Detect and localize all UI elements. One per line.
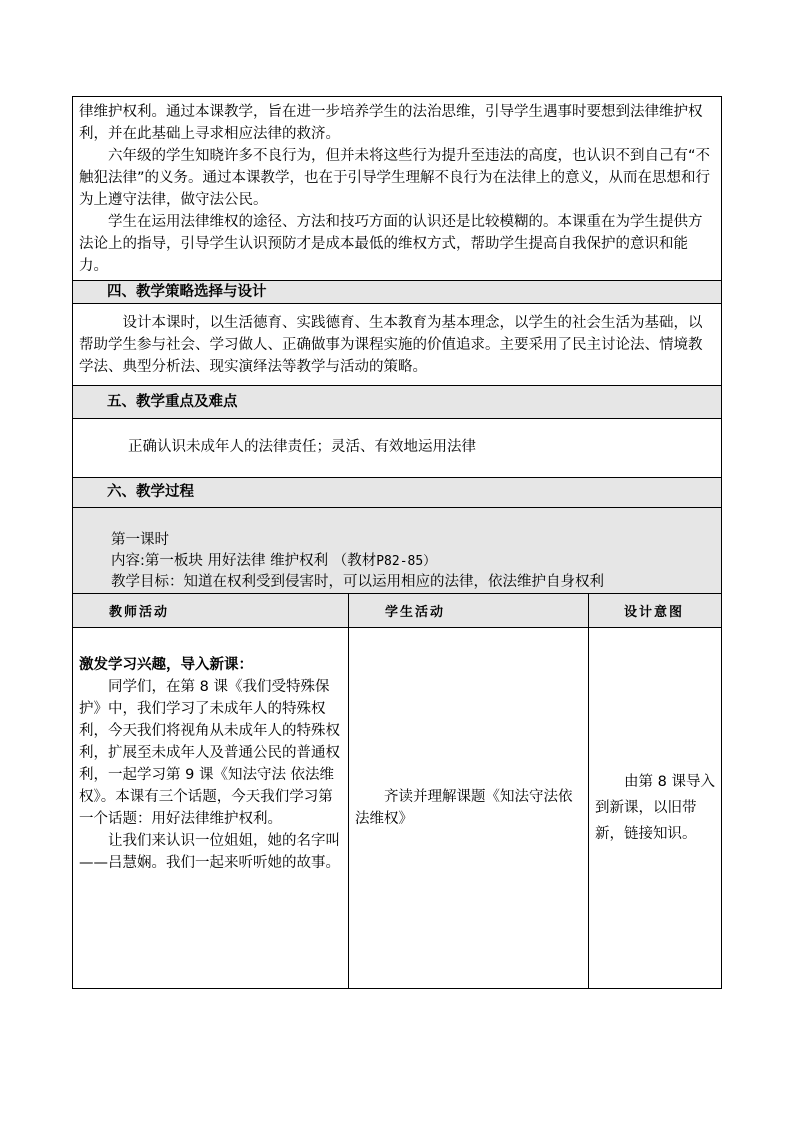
analysis-paragraph-3: 学生在运用法律维权的途径、方法和技巧方面的认识还是比较模糊的。本课重在为学生提供方法论上的指导，引导学生认识预防才是成本最低的维权方式，帮助学生提高自我保护的意识和能力。 — [79, 214, 703, 274]
design-intent-text: 由第 8 课导入到新课，以旧带新，链接知识。 — [595, 774, 715, 842]
learner-analysis-row — [73, 97, 722, 281]
column-header-teacher: 教师活动 — [73, 594, 349, 628]
student-activity-text: 齐读并理解课题《知法守法依法维权》 — [355, 789, 573, 827]
section-5-header-row — [73, 386, 722, 419]
lesson-period: 第一课时 — [111, 532, 169, 548]
section-4-header-row — [73, 281, 722, 304]
column-header-intent: 设计意图 — [589, 594, 722, 628]
lesson-content-prefix: 内容:第一板块 用好法律 维护权利 （教材 — [111, 553, 377, 569]
lesson-content-pages: P82-85） — [376, 554, 437, 569]
column-header-student: 学生活动 — [349, 594, 589, 628]
design-intent-cell — [589, 628, 722, 989]
teacher-activity-heading: 激发学习兴趣，导入新课： — [79, 657, 253, 673]
activity-header-row — [73, 594, 722, 628]
teacher-activity-cell — [73, 628, 349, 989]
section-4-body: 设计本课时，以生活德育、实践德育、生本教育为基本理念，以学生的社会生活为基础，以帮助学生参与社会、学习做人、正确做事为课程实施的价值追求。主要采用了民主讨论法、情境教学法、典型分析法、现实演绎法等教学与活动的策略。 — [79, 315, 703, 375]
learner-analysis-cell — [73, 97, 722, 281]
lesson-plan-page — [72, 96, 721, 989]
teacher-activity-paragraph-2: 让我们来认识一位姐姐，她的名字叫——吕慧娴。我们一起来听听她的故事。 — [79, 833, 340, 871]
section-6-title: 六、教学过程 — [73, 478, 722, 508]
section-4-body-row — [73, 304, 722, 386]
section-5-body: 正确认识未成年人的法律责任；灵活、有效地运用法律 — [128, 439, 476, 455]
lesson-goal: 教学目标：知道在权利受到侵害时，可以运用相应的法律，依法维护自身权利 — [111, 574, 604, 590]
section-6-intro-row — [73, 508, 722, 594]
lesson-plan-table — [72, 96, 722, 989]
student-activity-cell — [349, 628, 589, 989]
activity-row — [73, 628, 722, 989]
analysis-paragraph-1: 律维护权利。通过本课教学，旨在进一步培养学生的法治思维，引导学生遇事时要想到法律维护权利，并在此基础上寻求相应法律的救济。 — [79, 104, 703, 142]
section-5-title: 五、教学重点及难点 — [73, 386, 722, 419]
section-6-header-row — [73, 478, 722, 508]
analysis-paragraph-2: 六年级的学生知晓许多不良行为，但并未将这些行为提升至违法的高度，也认识不到自己有“不触犯法律”的义务。通过本课教学，也在于引导学生理解不良行为在法律上的意义，从而在思想和行为上遵守法律，做守法公民。 — [79, 148, 711, 208]
section-5-body-row — [73, 419, 722, 478]
teacher-activity-paragraph-1: 同学们，在第 8 课《我们受特殊保护》中，我们学习了未成年人的特殊权利，今天我们将视角从未成年人的特殊权利，扩展至未成年人及普通公民的普通权利，一起学习第 9 课《知法守法 依法维权》。本课有三个话题，今天我们学习第一个话题：用好法律维护权利。 — [79, 679, 340, 827]
section-4-title: 四、教学策略选择与设计 — [73, 281, 722, 304]
lesson-content — [111, 551, 715, 572]
